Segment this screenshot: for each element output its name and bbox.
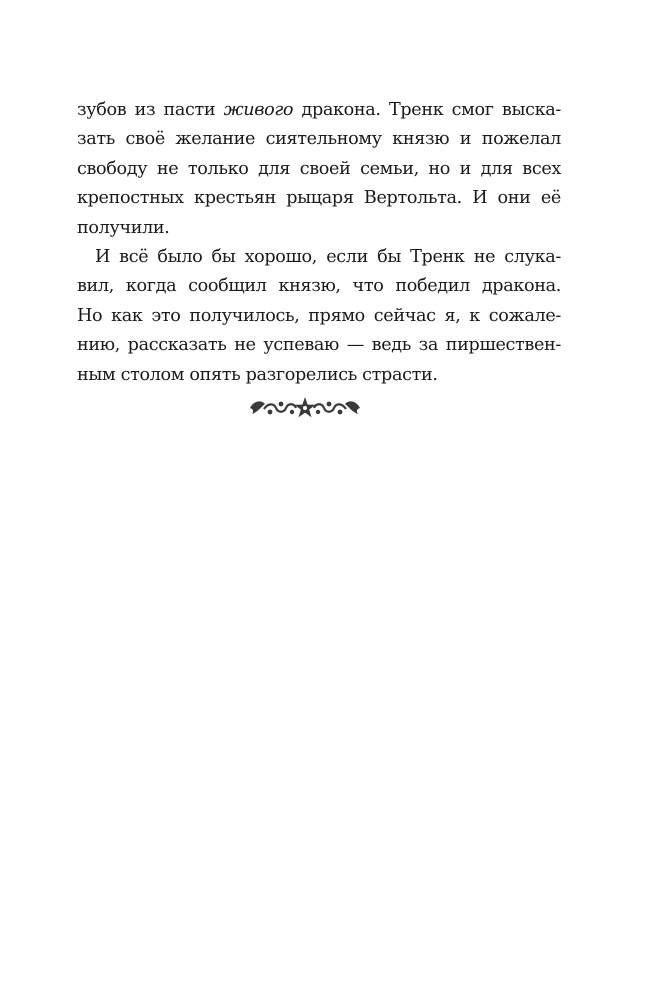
page-body-text bbox=[77, 96, 561, 390]
text-line: ным столом опять разгорелись страсти. bbox=[77, 364, 438, 385]
italic-word: живого bbox=[223, 100, 294, 120]
text-line: нию, рассказать не успеваю — ведь за пиршествен- bbox=[77, 335, 561, 356]
floral-divider-icon bbox=[248, 394, 362, 422]
text-line: свободу не только для своей семьи, но и для всех bbox=[77, 158, 561, 179]
paragraph-2 bbox=[77, 243, 561, 390]
paragraph-1 bbox=[77, 96, 561, 243]
text-line: Но как это получилось, прямо сейчас я, к сожале- bbox=[77, 305, 561, 326]
text-line: крепостных крестьян рыцаря Вертольта. И они её bbox=[77, 188, 561, 209]
text-line: зубов из пасти живого дракона. Тренк смог выска- bbox=[77, 100, 562, 120]
text-line: получили. bbox=[77, 217, 170, 238]
text-line: вил, когда сообщил князю, что победил дракона. bbox=[77, 276, 561, 297]
text-line: зать своё желание сиятельному князю и пожелал bbox=[77, 129, 561, 150]
text-line: И всё было бы хорошо, если бы Тренк не слука- bbox=[95, 247, 561, 268]
